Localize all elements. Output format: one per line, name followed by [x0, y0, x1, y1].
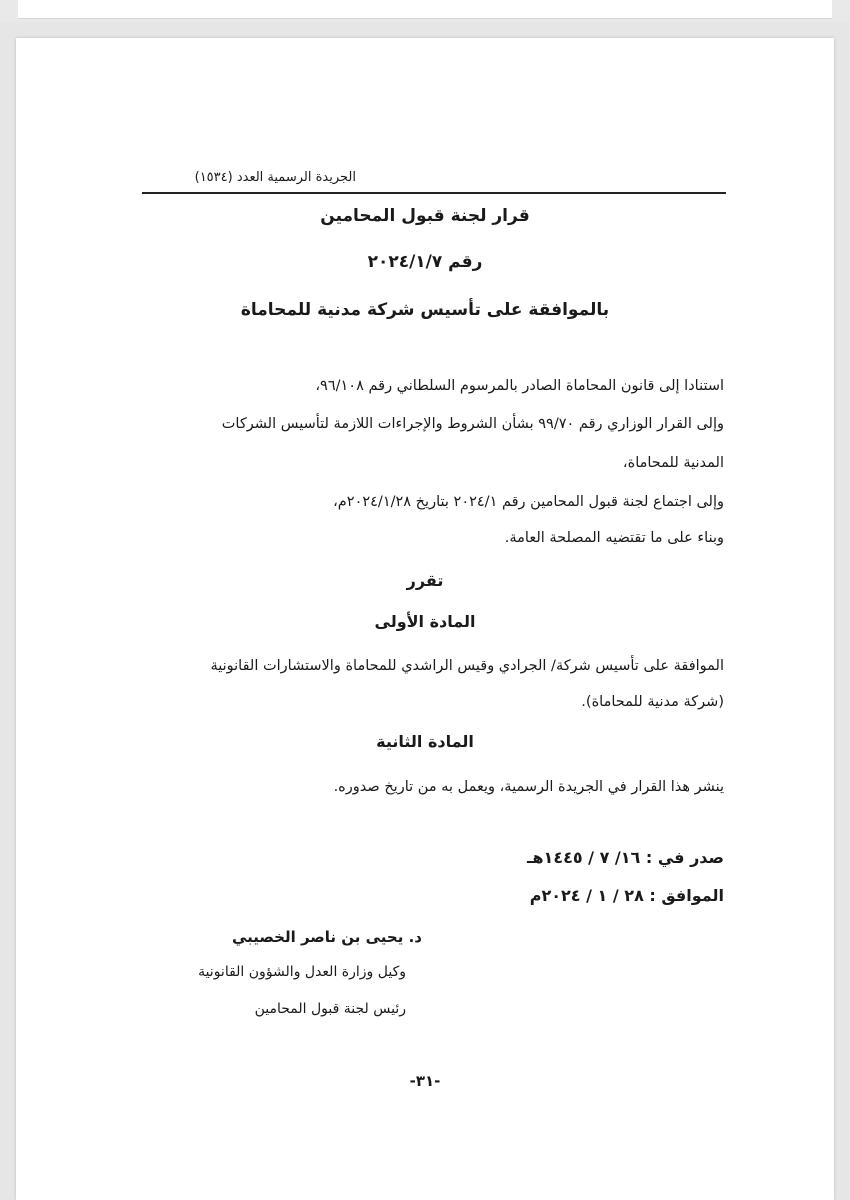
- decision-title: قرار لجنة قبول المحامين: [320, 206, 530, 226]
- preamble-line-1: استنادا إلى قانون المحاماة الصادر بالمرسوم السلطاني رقم ٩٦/١٠٨،: [315, 378, 724, 394]
- article-2-text: ينشر هذا القرار في الجريدة الرسمية، ويعمل به من تاريخ صدوره.: [333, 779, 724, 795]
- decision-number: رقم ٢٠٢٤/١/٧: [367, 252, 483, 272]
- preamble-line-2: وإلى القرار الوزاري رقم ٩٩/٧٠ بشأن الشروط والإجراءات اللازمة لتأسيس الشركات: [221, 416, 724, 432]
- preamble-line-4: وإلى اجتماع لجنة قبول المحامين رقم ٢٠٢٤/١ بتاريخ ٢٠٢٤/١/٢٨م،: [333, 494, 724, 510]
- signatory-name: د. يحيى بن ناصر الخصيبي: [231, 928, 422, 946]
- previous-page-edge: [18, 0, 832, 19]
- decision-subject: بالموافقة على تأسيس شركة مدنية للمحاماة: [240, 300, 610, 320]
- header-rule: [142, 192, 726, 194]
- document-content: [16, 38, 834, 1200]
- issued-date: صدر في : ١٦/ ٧ / ١٤٤٥هـ: [526, 848, 724, 867]
- preamble-line-5: وبناء على ما تقتضيه المصلحة العامة.: [504, 530, 724, 546]
- signatory-title-1: وكيل وزارة العدل والشؤون القانونية: [198, 964, 406, 980]
- preamble-line-3: المدنية للمحاماة،: [622, 455, 724, 471]
- article-1-heading: المادة الأولى: [374, 612, 476, 631]
- page-number: -٣١-: [409, 1072, 441, 1090]
- document-page: [16, 38, 834, 1200]
- signatory-title-2: رئيس لجنة قبول المحامين: [254, 1001, 406, 1017]
- previous-page-strip: [0, 0, 850, 22]
- decides-heading: تقرر: [406, 571, 444, 590]
- article-2-heading: المادة الثانية: [376, 732, 474, 751]
- corresponding-date: الموافق : ٢٨ / ١ / ٢٠٢٤م: [529, 886, 724, 905]
- article-1-text-line-2: (شركة مدنية للمحاماة).: [581, 694, 724, 710]
- article-1-text-line-1: الموافقة على تأسيس شركة/ الجرادي وقيس الراشدي للمحاماة والاستشارات القانونية: [210, 658, 724, 674]
- gazette-issue-header: الجريدة الرسمية العدد (١٥٣٤): [194, 170, 356, 185]
